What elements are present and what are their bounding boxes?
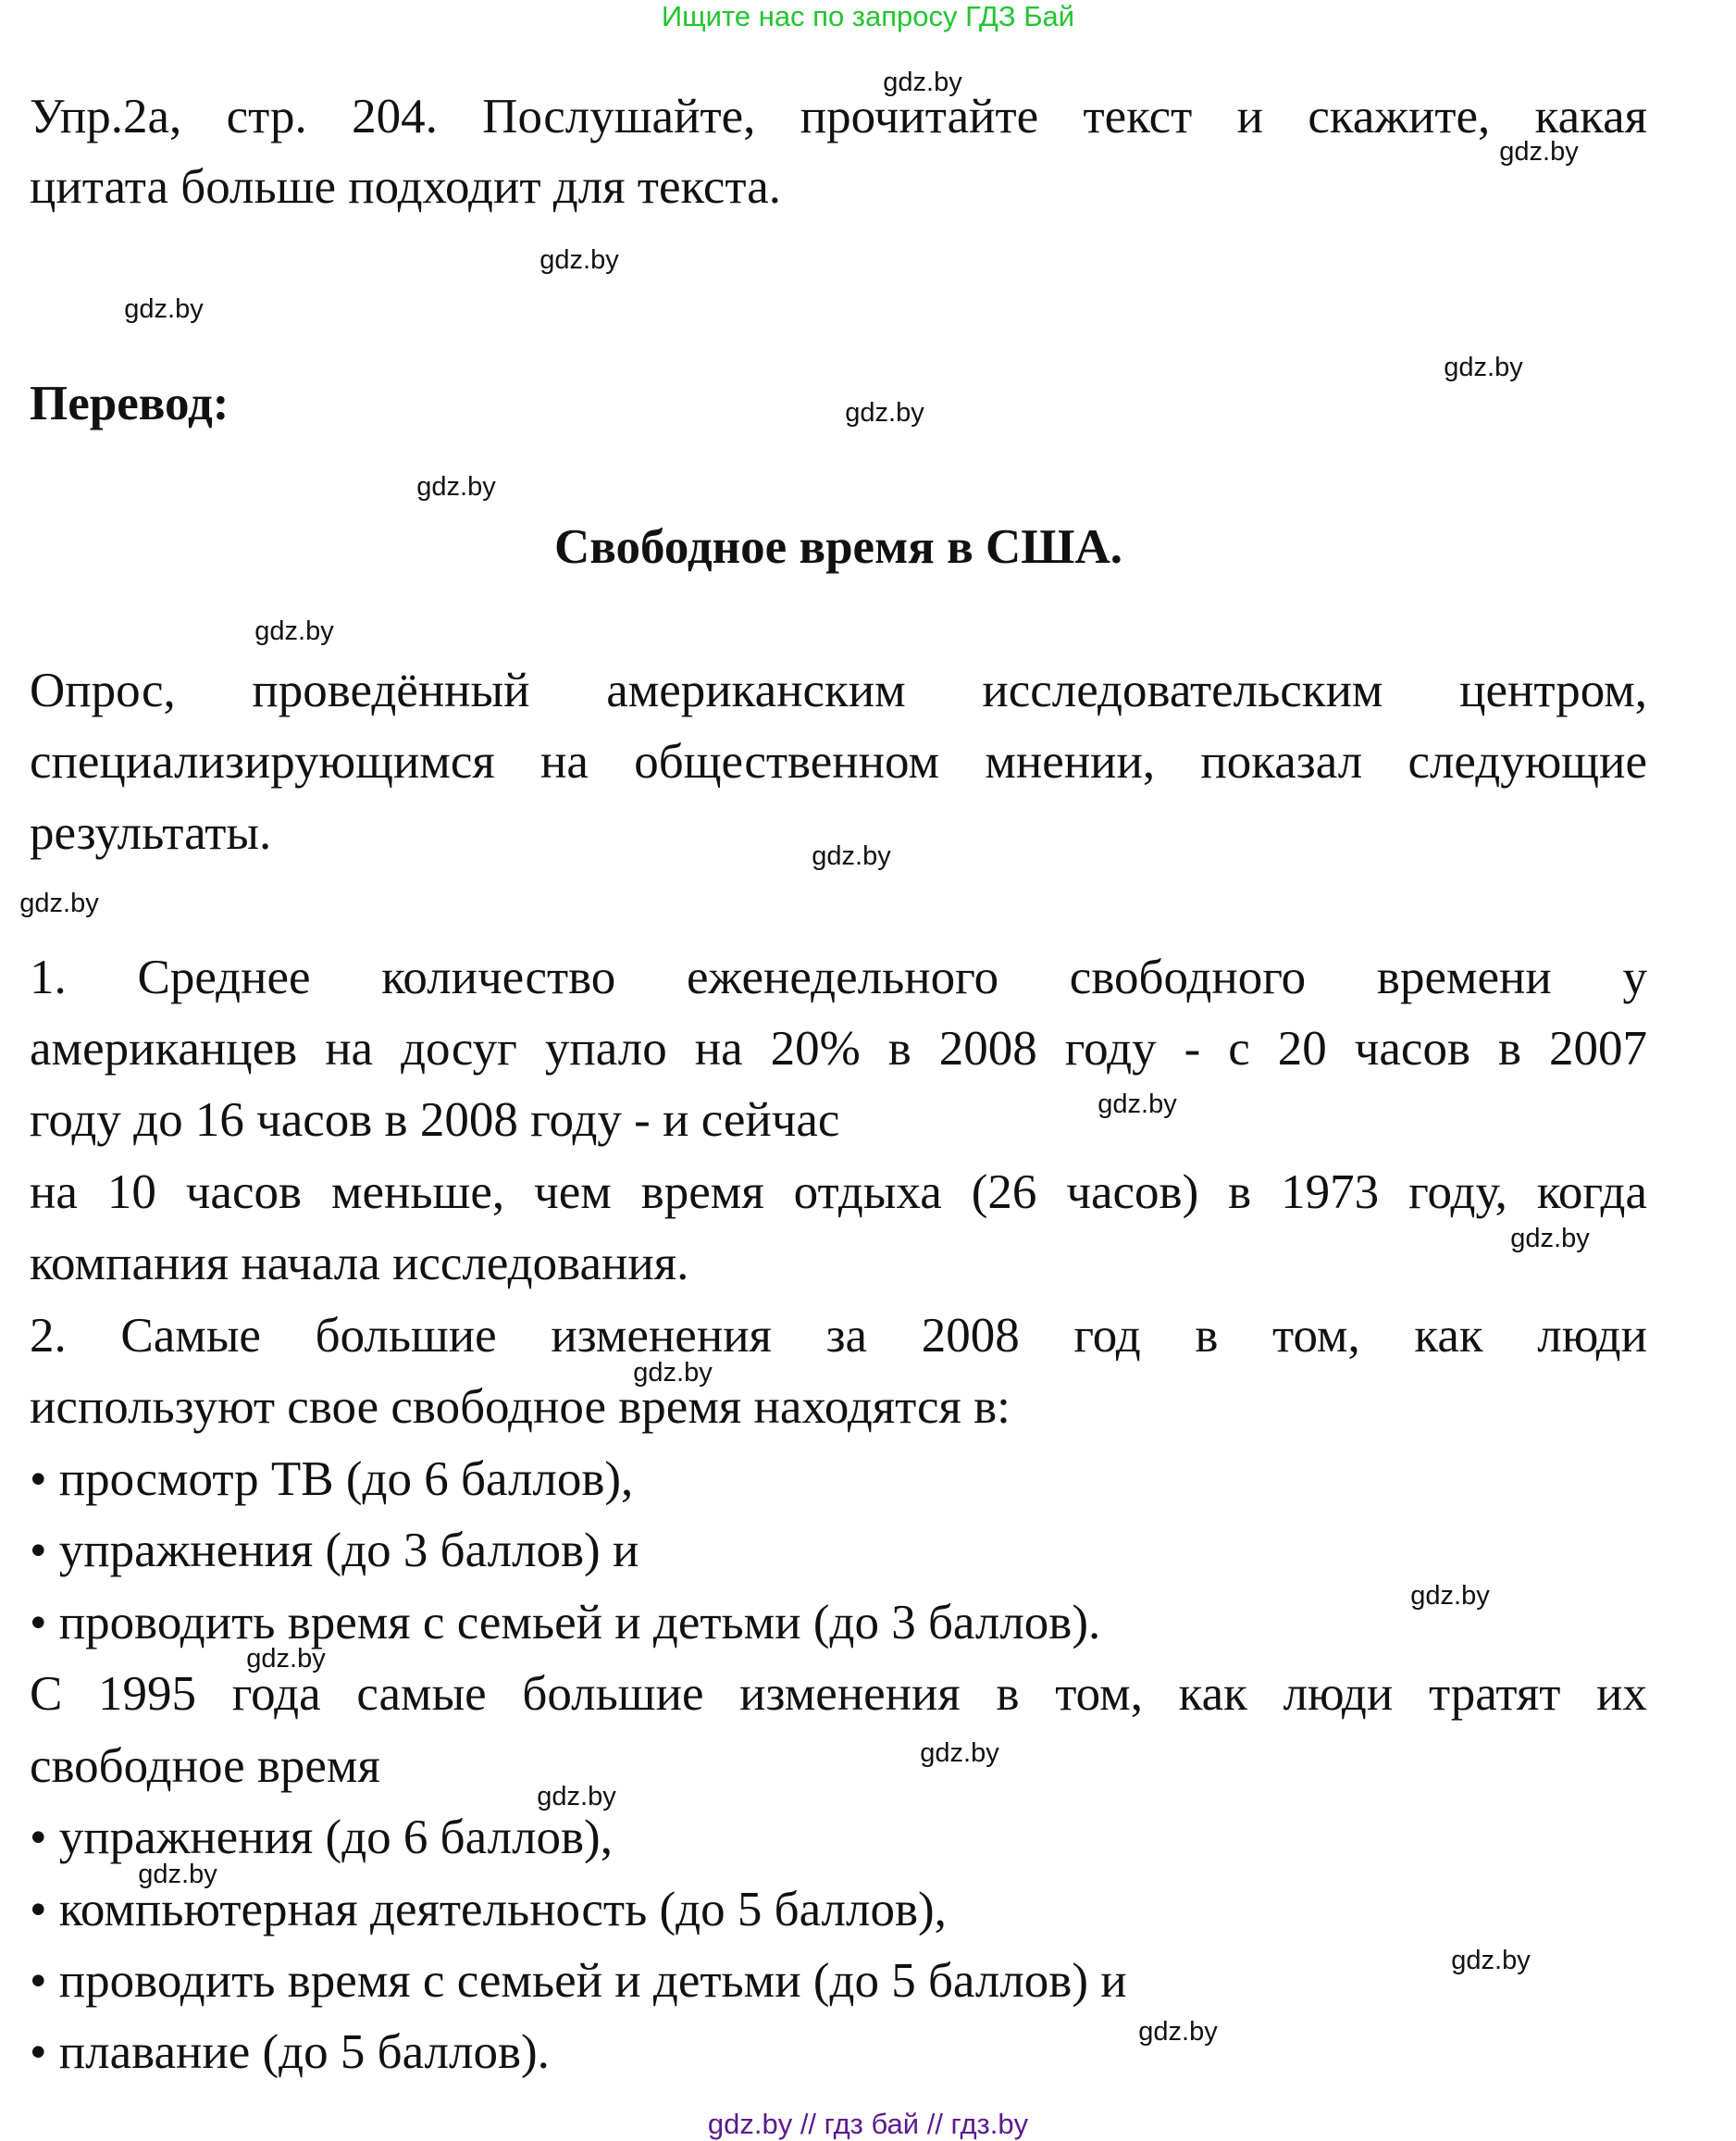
list-item: • упражнения (до 6 баллов), bbox=[30, 1811, 613, 1864]
watermark-text: gdz.by bbox=[1138, 2017, 1218, 2047]
paragraph-line: результаты. bbox=[30, 806, 272, 860]
header-banner: Ищите нас по запросу ГДЗ Бай bbox=[661, 0, 1075, 32]
paragraph-line: компания начала исследования. bbox=[30, 1237, 689, 1290]
watermark-text: gdz.by bbox=[254, 616, 334, 646]
watermark-text: gdz.by bbox=[812, 841, 891, 871]
paragraph-line: специализирующимся на общественном мнении, показал следующие bbox=[30, 735, 1647, 789]
footer-banner: gdz.by // гдз бай // гдз.by bbox=[707, 2108, 1029, 2140]
list-item: • просмотр ТВ (до 6 баллов), bbox=[30, 1452, 634, 1506]
watermark-text: gdz.by bbox=[246, 1644, 326, 1674]
list-item: • упражнения (до 3 баллов) и bbox=[30, 1524, 639, 1577]
translation-label: Перевод: bbox=[30, 377, 229, 430]
watermark-text: gdz.by bbox=[1510, 1224, 1590, 1253]
list-item: • проводить время с семьей и детьми (до 5 баллов) и bbox=[30, 1954, 1127, 2008]
paragraph-line: используют свое свободное время находятся в: bbox=[30, 1380, 1011, 1434]
list-item: • проводить время с семьей и детьми (до 3 баллов). bbox=[30, 1596, 1101, 1649]
paragraph-line: 1. Среднее количество еженедельного свободного времени у bbox=[30, 951, 1647, 1004]
article-title: Свободное время в США. bbox=[554, 520, 1122, 574]
watermark-text: gdz.by bbox=[633, 1358, 713, 1388]
paragraph-line: на 10 часов меньше, чем время отдыха (26 часов) в 1973 году, когда bbox=[30, 1165, 1647, 1219]
watermark-text: gdz.by bbox=[19, 889, 99, 918]
paragraph-line: американцев на досуг упало на 20% в 2008 году - с 20 часов в 2007 bbox=[30, 1022, 1647, 1076]
watermark-text: gdz.by bbox=[1097, 1089, 1177, 1119]
paragraph-line: свободное время bbox=[30, 1739, 380, 1793]
watermark-text: gdz.by bbox=[920, 1738, 999, 1768]
exercise-heading: Упр.2а, стр. 204. Послушайте, прочитайте текст и скажите, какая bbox=[30, 90, 1647, 143]
watermark-text: gdz.by bbox=[539, 245, 619, 275]
watermark-text: gdz.by bbox=[124, 294, 204, 324]
watermark-text: gdz.by bbox=[1451, 1946, 1531, 1975]
exercise-heading-cont: цитата больше подходит для текста. bbox=[30, 160, 782, 214]
watermark-text: gdz.by bbox=[138, 1860, 217, 1889]
paragraph-line: С 1995 года самые большие изменения в том, как люди тратят их bbox=[30, 1667, 1647, 1721]
watermark-text: gdz.by bbox=[1444, 353, 1523, 382]
list-item: • плавание (до 5 баллов). bbox=[30, 2025, 550, 2079]
watermark-text: gdz.by bbox=[1410, 1581, 1490, 1611]
watermark-text: gdz.by bbox=[845, 398, 924, 428]
watermark-text: gdz.by bbox=[416, 472, 496, 502]
list-item: • компьютерная деятельность (до 5 баллов), bbox=[30, 1883, 947, 1936]
watermark-text: gdz.by bbox=[883, 68, 962, 97]
watermark-text: gdz.by bbox=[1499, 137, 1579, 167]
paragraph-line: Опрос, проведённый американским исследовательским центром, bbox=[30, 664, 1647, 717]
paragraph-line: году до 16 часов в 2008 году - и сейчас bbox=[30, 1093, 840, 1147]
paragraph-line: 2. Самые большие изменения за 2008 год в том, как люди bbox=[30, 1309, 1647, 1363]
watermark-text: gdz.by bbox=[537, 1782, 616, 1811]
